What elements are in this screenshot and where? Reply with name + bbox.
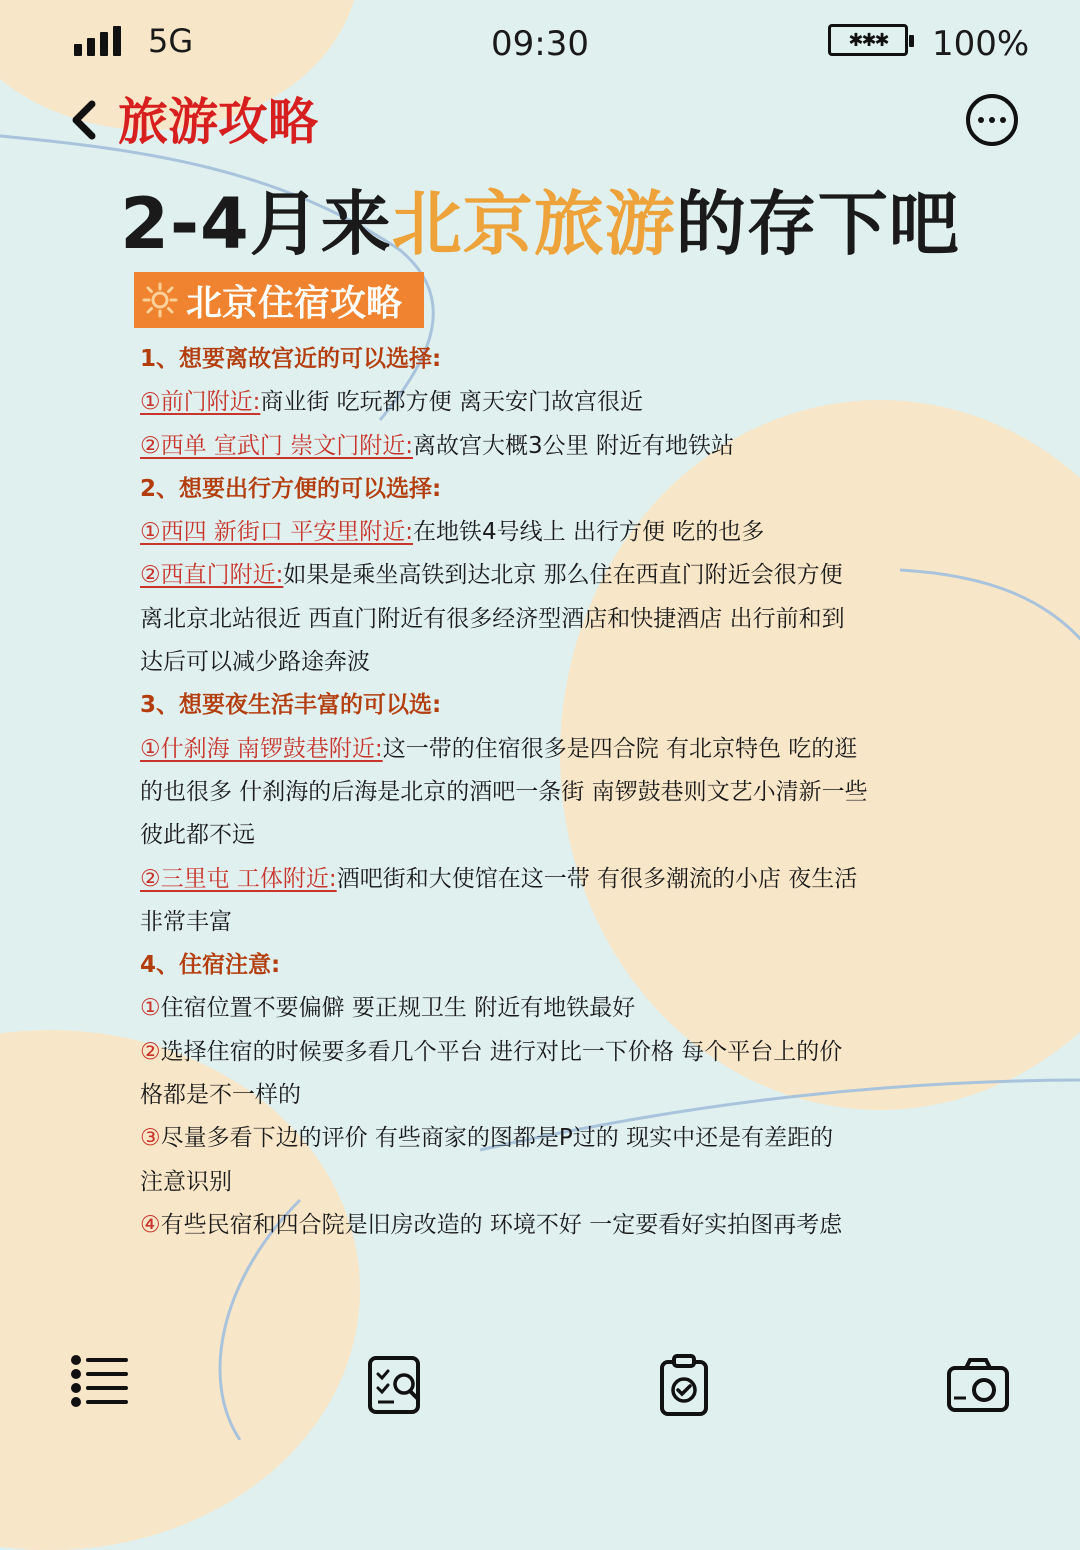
- list-item: ①前门附近:商业街 吃玩都方便 离天安门故宫很近: [140, 389, 643, 416]
- battery-icon: ✱✱✱: [828, 24, 908, 56]
- section-badge: [134, 272, 424, 328]
- battery-percent: 100%: [932, 24, 1030, 64]
- article-body: [140, 338, 980, 1247]
- location-link[interactable]: ②西单 宣武门 崇文门附近:: [140, 432, 413, 459]
- nav-title: 旅游攻略: [118, 92, 318, 151]
- heading-4: 4、住宿注意:: [140, 952, 281, 979]
- heading-1: 1、想要离故宫近的可以选择:: [140, 346, 442, 372]
- list-item: ②三里屯 工体附近:酒吧街和大使馆在这一带 有很多潮流的小店 夜生活: [140, 865, 858, 892]
- list-item: ④有些民宿和四合院是旧房改造的 环境不好 一定要看好实拍图再考虑: [140, 1211, 843, 1238]
- location-link[interactable]: ①什刹海 南锣鼓巷附近:: [140, 735, 383, 762]
- location-link[interactable]: ①前门附近:: [140, 389, 261, 416]
- list-item-cont: 注意识别: [140, 1168, 232, 1195]
- section-title: 北京住宿攻略: [186, 282, 403, 324]
- location-link[interactable]: ②西直门附近:: [140, 562, 284, 589]
- location-link[interactable]: ①西四 新街口 平安里附近:: [140, 519, 413, 546]
- chevron-left-icon[interactable]: [62, 96, 110, 144]
- clipboard-check-icon[interactable]: [652, 1354, 716, 1418]
- status-bar: [0, 18, 1080, 68]
- network-label: 5G: [148, 22, 194, 60]
- camera-icon[interactable]: [946, 1354, 1010, 1418]
- clock: 09:30: [491, 24, 589, 64]
- page-title: 2-4月来北京旅游的存下吧: [120, 183, 960, 265]
- list-item: ①住宿位置不要偏僻 要正规卫生 附近有地铁最好: [140, 995, 636, 1022]
- list-item-cont: 彼此都不远: [140, 822, 255, 849]
- heading-3: 3、想要夜生活丰富的可以选:: [140, 692, 442, 719]
- heading-2: 2、想要出行方便的可以选择:: [140, 475, 442, 502]
- list-icon[interactable]: [68, 1348, 132, 1412]
- more-icon[interactable]: [966, 94, 1018, 146]
- location-link[interactable]: ②三里屯 工体附近:: [140, 865, 337, 892]
- list-item: ②西单 宣武门 崇文门附近:离故宫大概3公里 附近有地铁站: [140, 432, 734, 459]
- list-item-cont: 的也很多 什刹海的后海是北京的酒吧一条街 南锣鼓巷则文艺小清新一些: [140, 778, 868, 805]
- list-item-cont: 非常丰富: [140, 908, 232, 935]
- list-item: ①西四 新街口 平安里附近:在地铁4号线上 出行方便 吃的也多: [140, 519, 765, 546]
- list-item-cont: 达后可以减少路途奔波: [140, 649, 370, 676]
- search-document-icon[interactable]: [364, 1354, 428, 1418]
- list-item: ②西直门附近:如果是乘坐高铁到达北京 那么住在西直门附近会很方便: [140, 562, 843, 589]
- list-item: ②选择住宿的时候要多看几个平台 进行对比一下价格 每个平台上的价: [140, 1038, 843, 1065]
- list-item: ①什刹海 南锣鼓巷附近:这一带的住宿很多是四合院 有北京特色 吃的逛: [140, 735, 858, 762]
- list-item-cont: 离北京北站很近 西直门附近有很多经济型酒店和快捷酒店 出行前和到: [140, 605, 845, 632]
- list-item-cont: 格都是不一样的: [140, 1082, 301, 1109]
- list-item: ③尽量多看下边的评价 有些商家的图都是P过的 现实中还是有差距的: [140, 1125, 834, 1152]
- sun-icon: [142, 282, 178, 318]
- bottom-nav: [0, 1348, 1080, 1418]
